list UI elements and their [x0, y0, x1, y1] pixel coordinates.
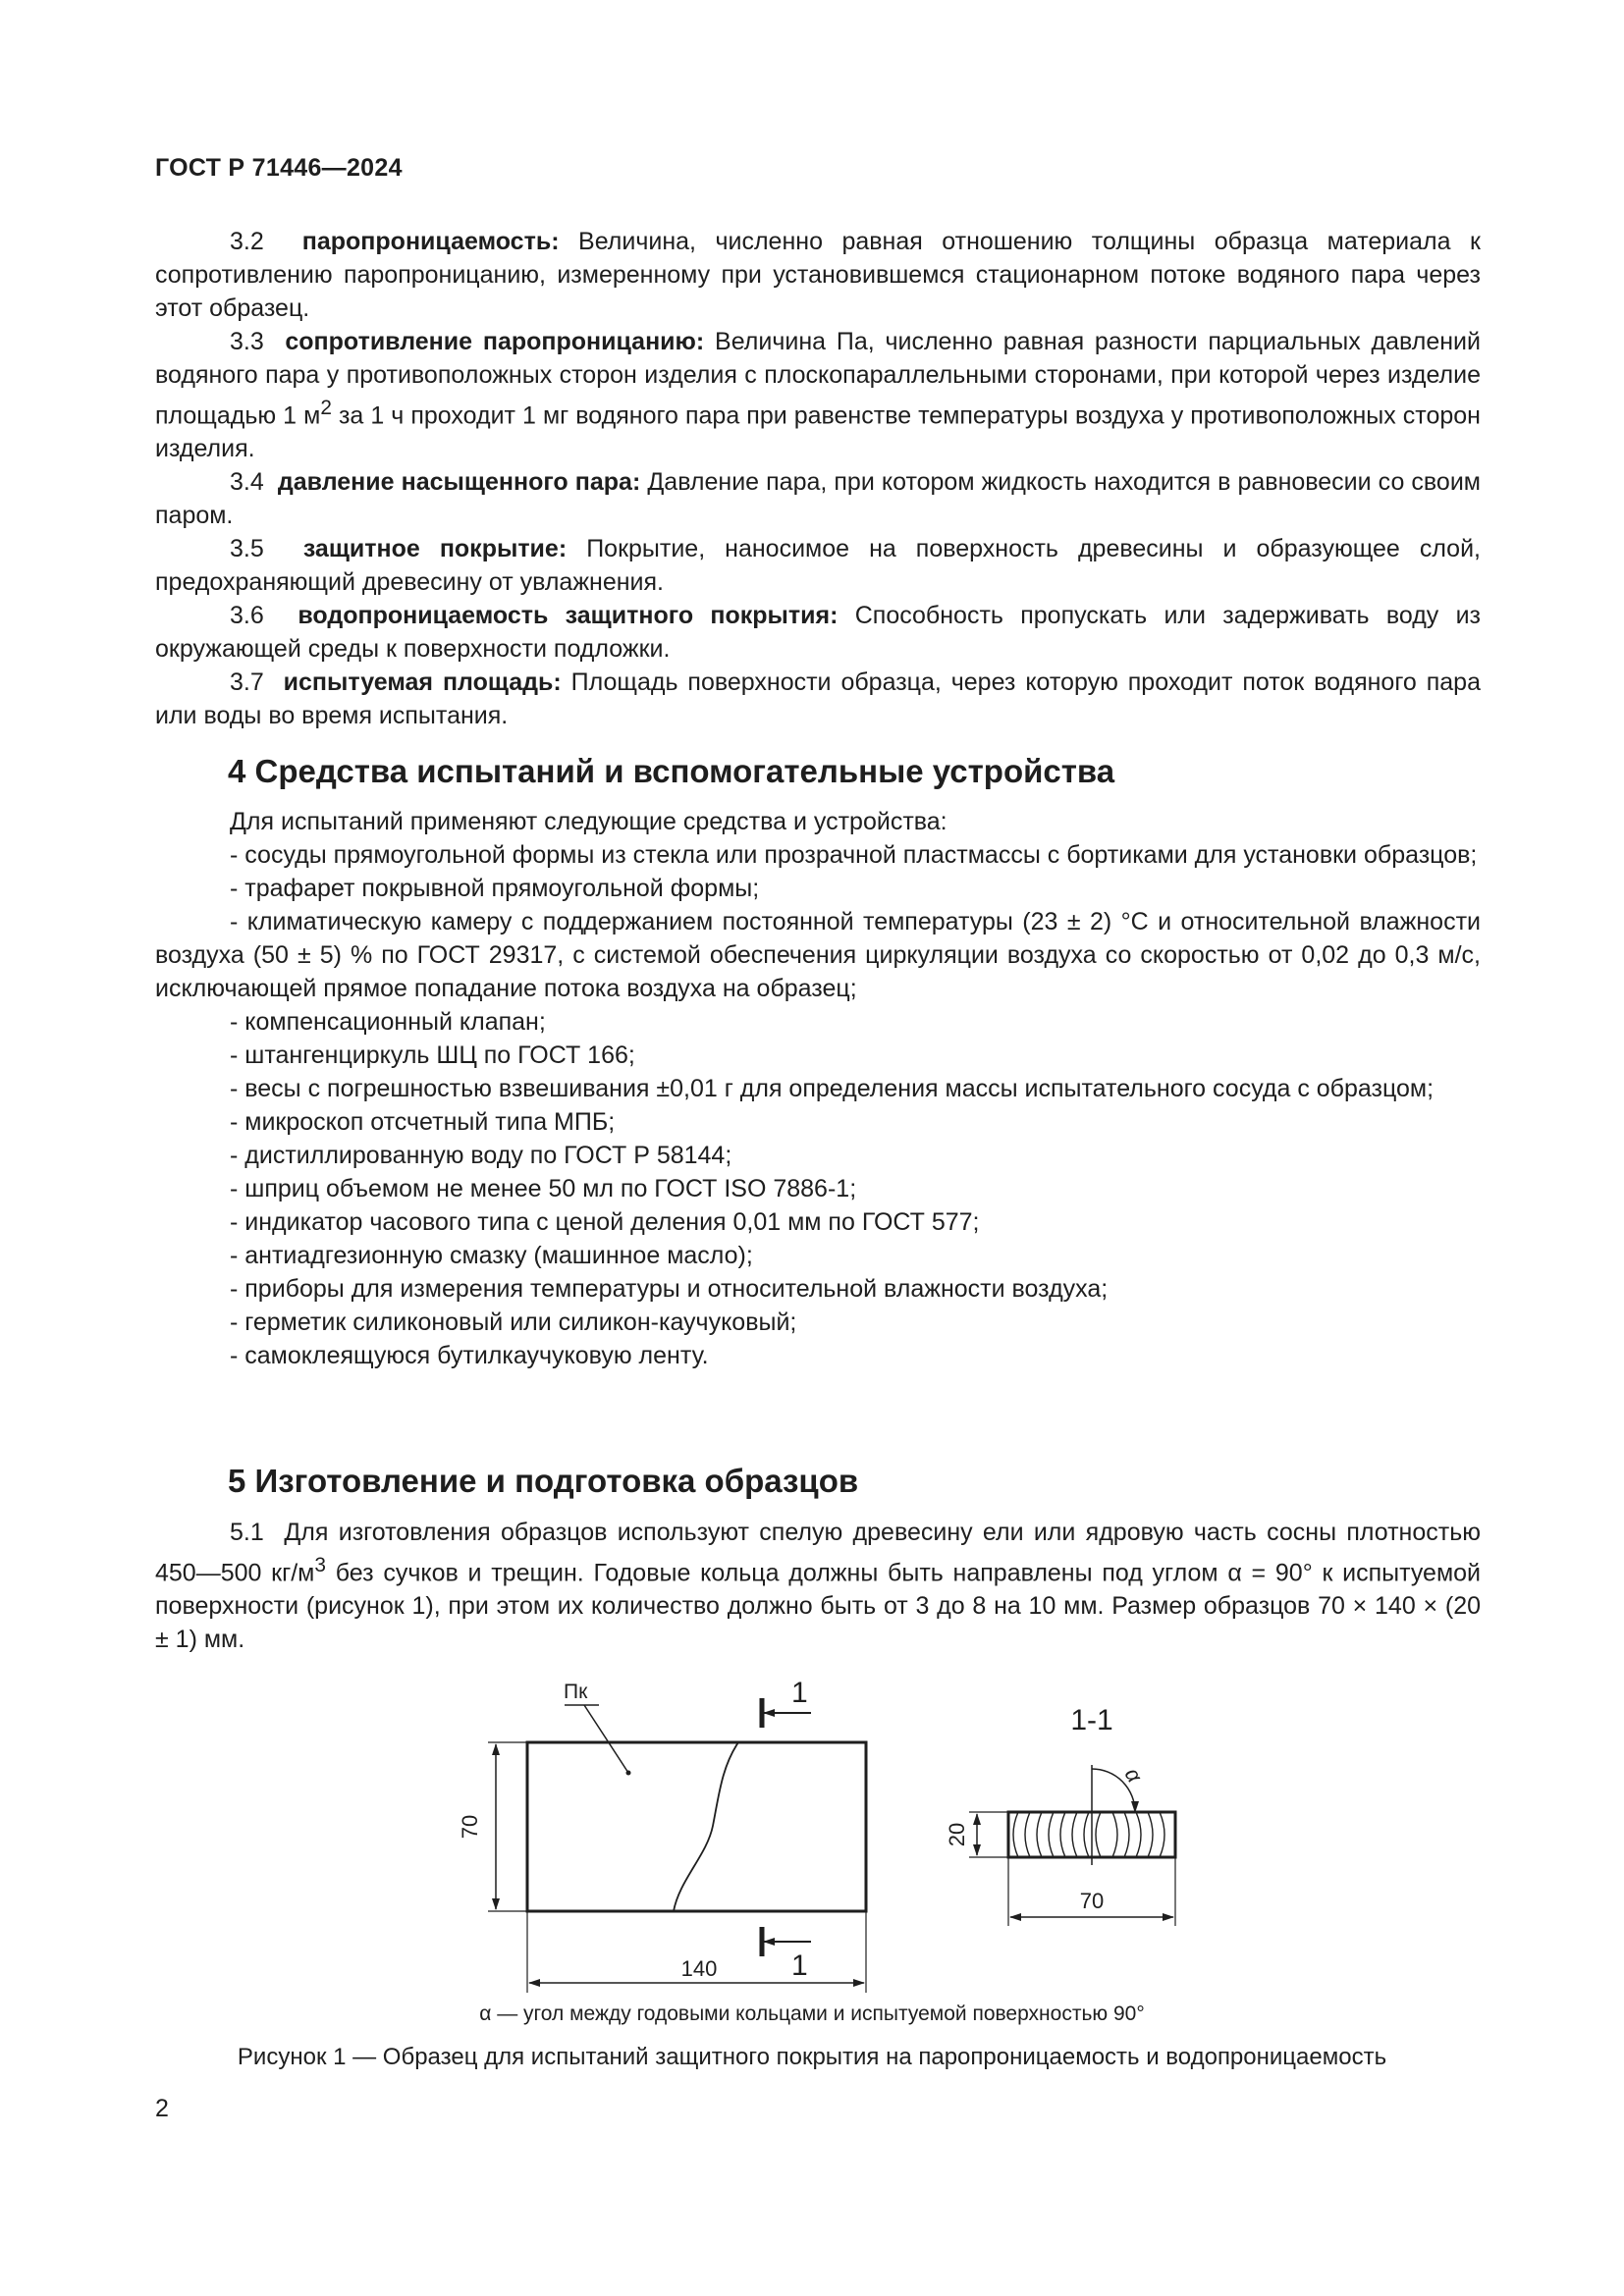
- growth-rings: [1013, 1812, 1164, 1857]
- definition-3-2: 3.2 паропроницаемость: Величина, численно равная отношению толщины образца материала к сопротивлению паропроницанию, измеренному при установившемся стационарном потоке водяного пара через этот образец.: [155, 228, 1481, 322]
- section-mark-bottom-label: 1: [791, 1949, 808, 1982]
- term: паропроницаемость:: [301, 228, 560, 255]
- angle-arc: [1092, 1769, 1135, 1812]
- section-5-title: 5 Изготовление и подготовка образцов: [228, 1463, 859, 1499]
- pk-label: Пк: [564, 1681, 588, 1703]
- list-item: - климатическую камеру с поддержанием постоянной температуры (23 ± 2) °С и относительной влажности воздуха (50 ± 5) % по ГОСТ 29317, с системой обеспечения циркуляции воздуха со скоростью от 0,02 до 0,3 м/с, исключающей прямое попадание потока воздуха на образец;: [155, 908, 1481, 1002]
- document-header: ГОСТ Р 71446—2024: [155, 154, 403, 182]
- crack-line: [674, 1742, 738, 1911]
- list-item: - самоклеящуюся бутилкаучуковую ленту.: [230, 1342, 709, 1369]
- paragraph-5-1: 5.1 Для изготовления образцов используют спелую древесину ели или ядровую часть сосны плотностью 450—500 $кг/м^3$ без сучков и трещин. Годовые кольца должны быть направлены под углом α = 90° к испытуемой поверхности (рисунок 1), при этом их количество должно быть от 3 до 8 на 10 мм. Размер образцов 70 × 140 × (20 ± 1) мм.: [155, 1519, 1482, 1654]
- list-item: - микроскоп отсчетный типа МПБ;: [230, 1108, 616, 1136]
- figure-caption: Рисунок 1 — Образец для испытаний защитного покрытия на паропроницаемость и водопроницаемость: [237, 2044, 1387, 2070]
- section-4-intro: Для испытаний применяют следующие средства и устройства:: [230, 808, 947, 835]
- section-4-title: 4 Средства испытаний и вспомогательные устройства: [228, 753, 1115, 789]
- list-item: - герметик силиконовый или силикон-каучуковый;: [230, 1308, 797, 1336]
- list-item: - индикатор часового типа с ценой деления 0,01 мм по ГОСТ 577;: [230, 1208, 980, 1236]
- height-dimension-label: 70: [458, 1814, 482, 1840]
- list-item: - сосуды прямоугольной формы из стекла или прозрачной пластмассы с бортиками для установки образцов;: [230, 841, 1478, 869]
- term: сопротивление паропроницанию:: [285, 328, 705, 355]
- definition-3-4: 3.4 давление насыщенного пара: Давление пара, при котором жидкость находится в равновесии со своим паром.: [155, 468, 1481, 530]
- section-4-body: [155, 805, 1481, 1372]
- list-item: - шприц объемом не менее 50 мл по ГОСТ ISO 7886-1;: [230, 1175, 857, 1202]
- list-item: - трафарет покрывной прямоугольной формы;: [230, 875, 760, 902]
- specimen-section-outline: [1008, 1812, 1175, 1857]
- equipment-list: [155, 838, 1481, 1372]
- page-number: 2: [155, 2095, 169, 2122]
- term: давление насыщенного пара:: [277, 468, 641, 497]
- term: водопроницаемость защитного покрытия:: [298, 602, 839, 630]
- section-5-body: [155, 1516, 1481, 1656]
- definitions-block: [155, 225, 1481, 732]
- term: испытуемая площадь:: [283, 668, 562, 697]
- list-item: - приборы для измерения температуры и относительной влажности воздуха;: [230, 1275, 1109, 1303]
- list-item: - штангенциркуль ШЦ по ГОСТ 166;: [230, 1041, 635, 1069]
- term: защитное покрытие:: [302, 535, 568, 563]
- specimen-plan-outline: [527, 1742, 866, 1911]
- list-item: - дистиллированную воду по ГОСТ Р 58144;: [230, 1142, 732, 1169]
- list-item: - компенсационный клапан;: [230, 1008, 546, 1036]
- definition-3-5: 3.5 защитное покрытие: Покрытие, наносимое на поверхность древесины и образующее слой, предохраняющий древесину от увлажнения.: [155, 535, 1481, 597]
- section-view: [969, 1765, 1175, 1926]
- definition-3-3: 3.3 сопротивление паропроницанию: Величина Па, численно равная разности парциальных давлений водяного пара у противоположных сторон изделия с плоскопараллельными сторонами, при которой через изделие площадью 1 $м^2$ за 1 ч проходит 1 мг водяного пара при равенстве температуры воздуха у противоположных сторон изделия.: [155, 328, 1481, 463]
- list-item: - весы с погрешностью взвешивания ±0,01 г для определения массы испытательного сосуда с образцом;: [230, 1075, 1435, 1102]
- figure-note: α — угол между годовыми кольцами и испытуемой поверхностью 90°: [479, 2002, 1145, 2025]
- section-mark-top-label: 1: [791, 1677, 808, 1709]
- width-dimension-label: 70: [1079, 1889, 1105, 1913]
- angle-label: α: [1119, 1763, 1148, 1787]
- pk-leader-line: [584, 1705, 628, 1773]
- section-title-label: 1-1: [1070, 1704, 1113, 1736]
- thickness-dimension-label: 20: [945, 1822, 969, 1847]
- list-item: - антиадгезионную смазку (машинное масло);: [230, 1242, 753, 1269]
- definition-3-6: 3.6 водопроницаемость защитного покрытия: Способность пропускать или задерживать воду из окружающей среды к поверхности подложки.: [155, 602, 1482, 664]
- plan-view: [488, 1698, 866, 1993]
- length-dimension-label: 140: [680, 1956, 718, 1981]
- definition-3-7: 3.7 испытуемая площадь: Площадь поверхности образца, через которую проходит поток водяного пара или воды во время испытания.: [155, 668, 1481, 730]
